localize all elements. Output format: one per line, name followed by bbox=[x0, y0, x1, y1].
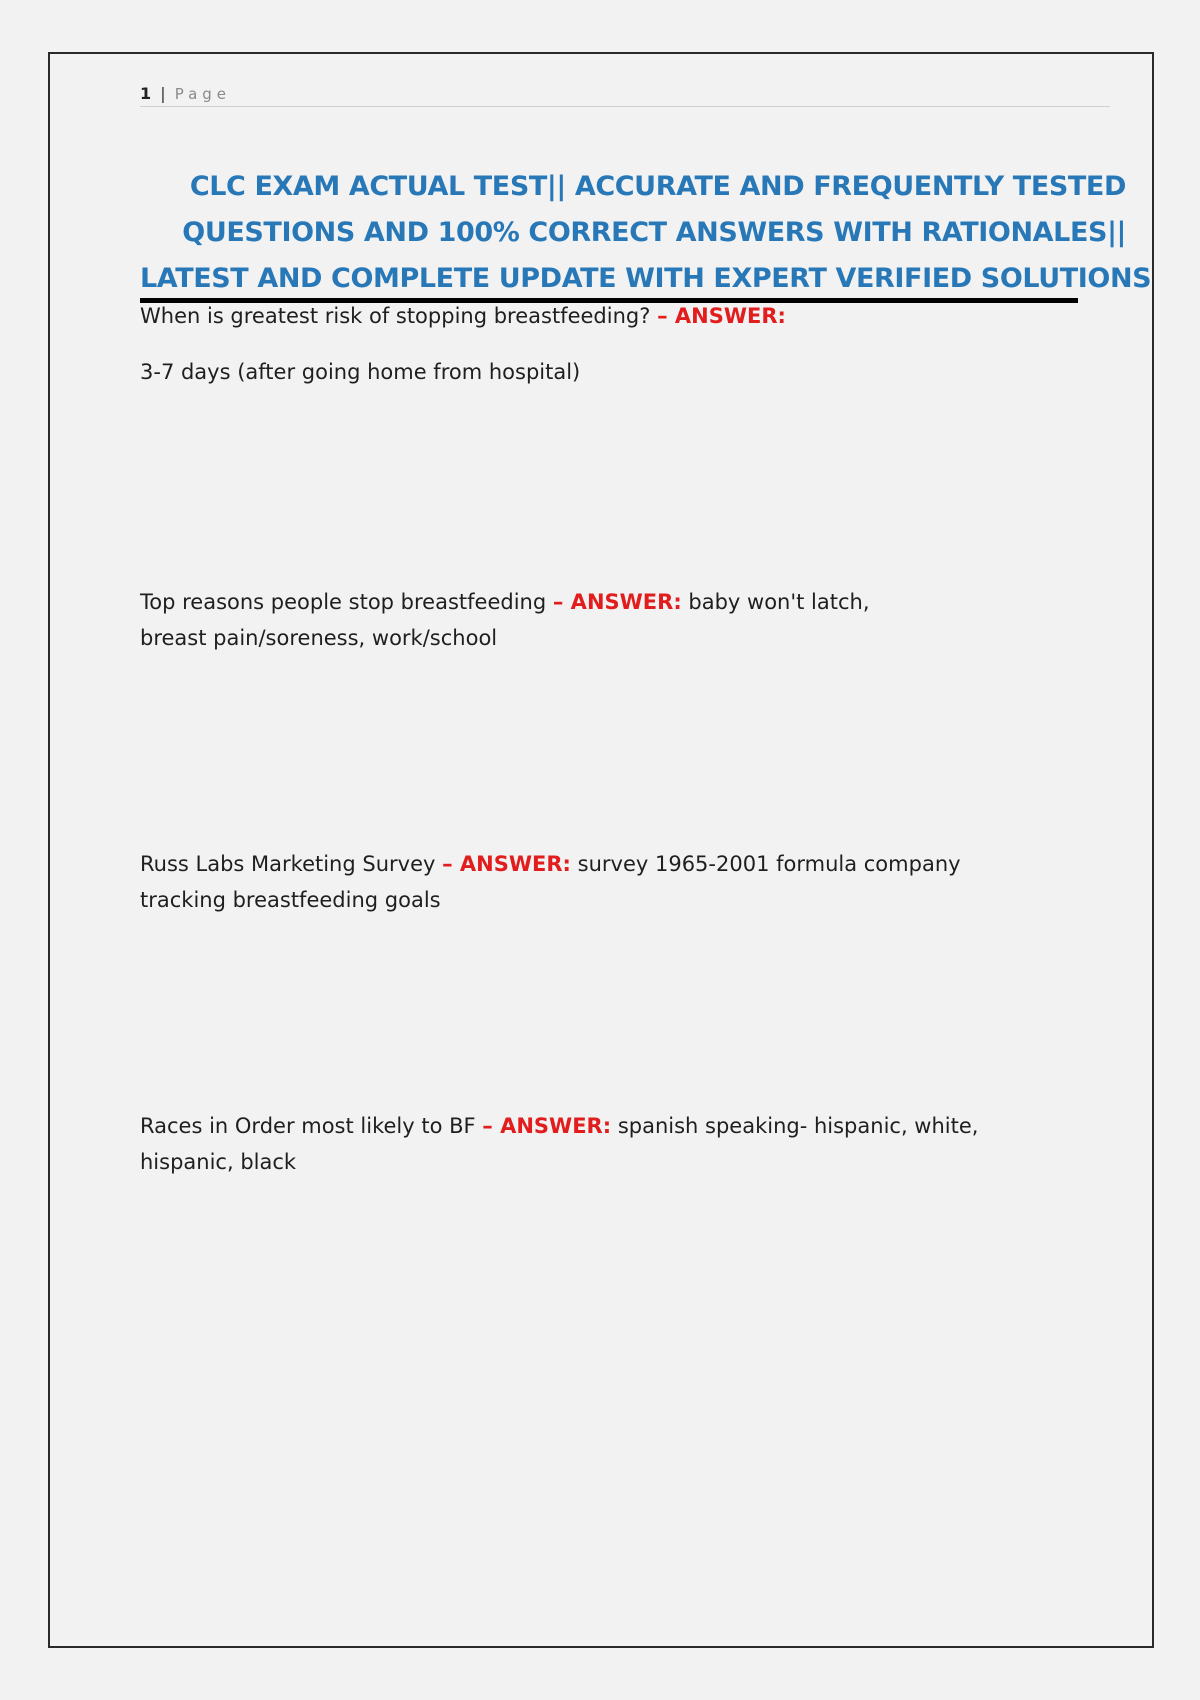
question-text: Races in Order most likely to BF bbox=[140, 1114, 476, 1138]
answer-text: survey 1965-2001 formula company tracking breastfeeding goals bbox=[140, 852, 961, 912]
answer-marker: – ANSWER: bbox=[552, 590, 682, 614]
title-line-3: LATEST AND COMPLETE UPDATE WITH EXPERT VERIFIED SOLUTIONS bbox=[140, 263, 1152, 294]
document-page bbox=[48, 52, 1154, 1648]
page-separator: | bbox=[160, 84, 166, 103]
qa-item-2 bbox=[140, 584, 940, 656]
title-line-1: CLC EXAM ACTUAL TEST|| ACCURATE AND FREQUENTLY TESTED bbox=[189, 171, 1126, 202]
qa-item-1 bbox=[140, 298, 1100, 334]
answer-text: spanish speaking- hispanic, white, hispanic, black bbox=[140, 1114, 979, 1174]
page-number: 1 bbox=[140, 84, 152, 103]
answer-text: baby won't latch, breast pain/soreness, work/school bbox=[140, 590, 870, 650]
qa-item-4 bbox=[140, 1108, 980, 1180]
page-header bbox=[140, 84, 1110, 107]
answer-marker: – ANSWER: bbox=[442, 852, 571, 876]
question-text: Top reasons people stop breastfeeding bbox=[140, 590, 547, 614]
question-text: When is greatest risk of stopping breastfeeding? bbox=[140, 304, 651, 328]
page-label: Page bbox=[174, 85, 232, 103]
answer-text-1: 3-7 days (after going home from hospital) bbox=[140, 360, 581, 384]
answer-marker: – ANSWER: bbox=[482, 1114, 612, 1138]
title-line-2: QUESTIONS AND 100% CORRECT ANSWERS WITH RATIONALES|| bbox=[182, 217, 1126, 248]
qa-item-3 bbox=[140, 846, 1040, 918]
document-title bbox=[140, 164, 1152, 302]
question-text: Russ Labs Marketing Survey bbox=[140, 852, 436, 876]
answer-marker: – ANSWER: bbox=[657, 304, 786, 328]
